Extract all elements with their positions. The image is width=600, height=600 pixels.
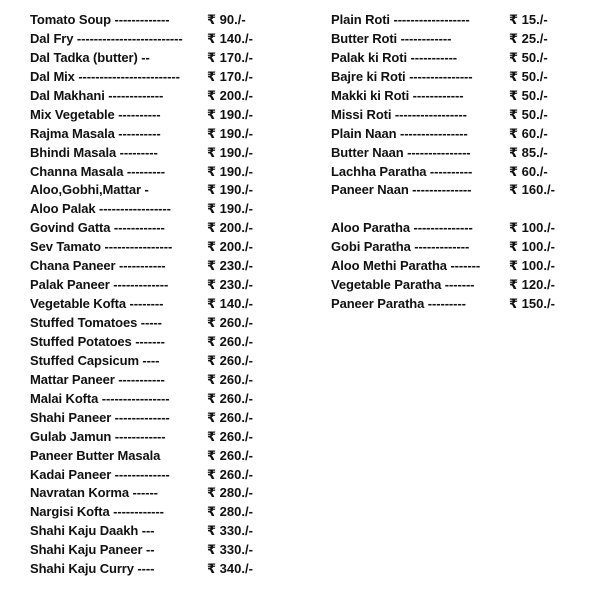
menu-item-price: ₹ 190./- — [207, 125, 253, 141]
menu-item-name: Channa Masala --------- — [30, 163, 165, 179]
menu-item-name: Butter Naan --------------- — [331, 144, 471, 160]
menu-item-name: Dal Fry ------------------------- — [30, 30, 183, 46]
menu-item-name: Malai Kofta ---------------- — [30, 390, 170, 406]
menu-item-price: ₹ 140./- — [207, 30, 253, 46]
menu-item-name: Dal Makhani ------------- — [30, 87, 164, 103]
menu-item-name: Dal Tadka (butter) -- — [30, 49, 150, 65]
menu-item-price: ₹ 160./- — [509, 182, 555, 198]
menu-item-price: ₹ 120./- — [509, 277, 555, 293]
menu-item-name: Paneer Butter Masala — [30, 447, 161, 463]
menu-item-name: Sev Tamato ---------------- — [30, 239, 173, 255]
menu-item-name: Navratan Korma ------ — [30, 485, 158, 501]
menu-item-name: Stuffed Potatoes ------- — [30, 333, 165, 349]
menu-item-price: ₹ 50./- — [509, 68, 548, 84]
menu-item-name: Makki ki Roti ------------ — [331, 87, 464, 103]
menu-item-name: Nargisi Kofta ------------ — [30, 504, 164, 520]
menu-item-name: Missi Roti ----------------- — [331, 106, 467, 122]
menu-item-name: Shahi Kaju Paneer -- — [30, 542, 155, 558]
menu-item-price: ₹ 25./- — [509, 30, 548, 46]
menu-item-price: ₹ 260./- — [207, 428, 253, 444]
menu-item-name: Aloo Methi Paratha ------- — [331, 258, 481, 274]
menu-item-name: Butter Roti ------------ — [331, 30, 452, 46]
menu-item-name: Shahi Kaju Daakh --- — [30, 523, 155, 539]
menu-item-name: Kadai Paneer ------------- — [30, 466, 170, 482]
menu-item-price: ₹ 230./- — [207, 277, 253, 293]
menu-item-price: ₹ 190./- — [207, 144, 253, 160]
menu-item-price: ₹ 140./- — [207, 296, 253, 312]
menu-item-price: ₹ 90./- — [207, 12, 246, 27]
menu-item-price: ₹ 260./- — [207, 466, 253, 482]
menu-item-price: ₹ 150./- — [509, 296, 555, 312]
menu-item-name: Plain Roti ------------------ — [331, 12, 470, 27]
menu-item-price: ₹ 280./- — [207, 485, 253, 501]
menu-item-name: Aloo Palak ----------------- — [30, 201, 171, 217]
menu-item-price: ₹ 50./- — [509, 87, 548, 103]
menu-item-name: Vegetable Paratha ------- — [331, 277, 475, 293]
menu-item-name: Bhindi Masala --------- — [30, 144, 158, 160]
menu-item-name: Paneer Naan -------------- — [331, 182, 472, 198]
menu-item-price: ₹ 170./- — [207, 49, 253, 65]
menu-item-price: ₹ 260./- — [207, 447, 253, 463]
menu-item-price: ₹ 260./- — [207, 352, 253, 368]
menu-item-name: Plain Naan ---------------- — [331, 125, 468, 141]
menu-item-price: ₹ 50./- — [509, 106, 548, 122]
menu-item-name: Shahi Kaju Curry ---- — [30, 561, 155, 577]
menu-item-price: ₹ 170./- — [207, 68, 253, 84]
menu-item-name: Mix Vegetable ---------- — [30, 106, 161, 122]
menu-item-price: ₹ 330./- — [207, 523, 253, 539]
menu-item-price: ₹ 260./- — [207, 371, 253, 387]
menu-item-price: ₹ 190./- — [207, 182, 253, 198]
menu-item-name: Palak Paneer ------------- — [30, 277, 169, 293]
menu-item-name: Mattar Paneer ----------- — [30, 371, 165, 387]
menu-item-price: ₹ 200./- — [207, 239, 253, 255]
menu-item-price: ₹ 200./- — [207, 87, 253, 103]
menu-item-price: ₹ 85./- — [509, 144, 548, 160]
menu-item-price: ₹ 190./- — [207, 163, 253, 179]
menu-item-name: Rajma Masala ---------- — [30, 125, 161, 141]
menu-item-name: Tomato Soup ------------- — [30, 12, 170, 27]
menu-item-price: ₹ 100./- — [509, 258, 555, 274]
menu-item-name: Dal Mix ------------------------ — [30, 68, 180, 84]
menu-item-price: ₹ 260./- — [207, 390, 253, 406]
menu-item-price: ₹ 260./- — [207, 315, 253, 330]
menu-item-name: Aloo Paratha -------------- — [331, 220, 473, 236]
menu-item-price: ₹ 190./- — [207, 201, 253, 217]
menu-item-price: ₹ 280./- — [207, 504, 253, 520]
menu-item-name: Bajre ki Roti --------------- — [331, 68, 473, 84]
menu-item-name: Lachha Paratha ---------- — [331, 163, 473, 179]
menu-item-name: Gulab Jamun ------------ — [30, 428, 166, 444]
menu-item-name: Palak ki Roti ----------- — [331, 49, 458, 65]
menu-item-name: Govind Gatta ------------ — [30, 220, 165, 236]
menu-item-price: ₹ 230./- — [207, 258, 253, 274]
menu-item-price: ₹ 60./- — [509, 163, 548, 179]
menu-item-name: Paneer Paratha --------- — [331, 296, 466, 312]
menu-item-name: Vegetable Kofta -------- — [30, 296, 164, 312]
menu-item-price: ₹ 260./- — [207, 409, 253, 425]
menu-item-name: Shahi Paneer ------------- — [30, 409, 170, 425]
menu-item-price: ₹ 260./- — [207, 333, 253, 349]
menu-item-name: Aloo,Gobhi,Mattar - — [30, 182, 149, 198]
menu-item-name: Stuffed Tomatoes ----- — [30, 315, 162, 330]
menu-item-price: ₹ 50./- — [509, 49, 548, 65]
menu-item-price: ₹ 100./- — [509, 220, 555, 236]
menu-item-price: ₹ 190./- — [207, 106, 253, 122]
menu-item-price: ₹ 15./- — [509, 12, 548, 27]
menu-item-price: ₹ 60./- — [509, 125, 548, 141]
menu-item-name: Stuffed Capsicum ---- — [30, 352, 160, 368]
menu-item-price: ₹ 340./- — [207, 561, 253, 577]
menu-item-name: Gobi Paratha ------------- — [331, 239, 470, 255]
menu-item-price: ₹ 330./- — [207, 542, 253, 558]
menu-item-price: ₹ 200./- — [207, 220, 253, 236]
menu-item-price: ₹ 100./- — [509, 239, 555, 255]
menu-item-name: Chana Paneer ----------- — [30, 258, 166, 274]
